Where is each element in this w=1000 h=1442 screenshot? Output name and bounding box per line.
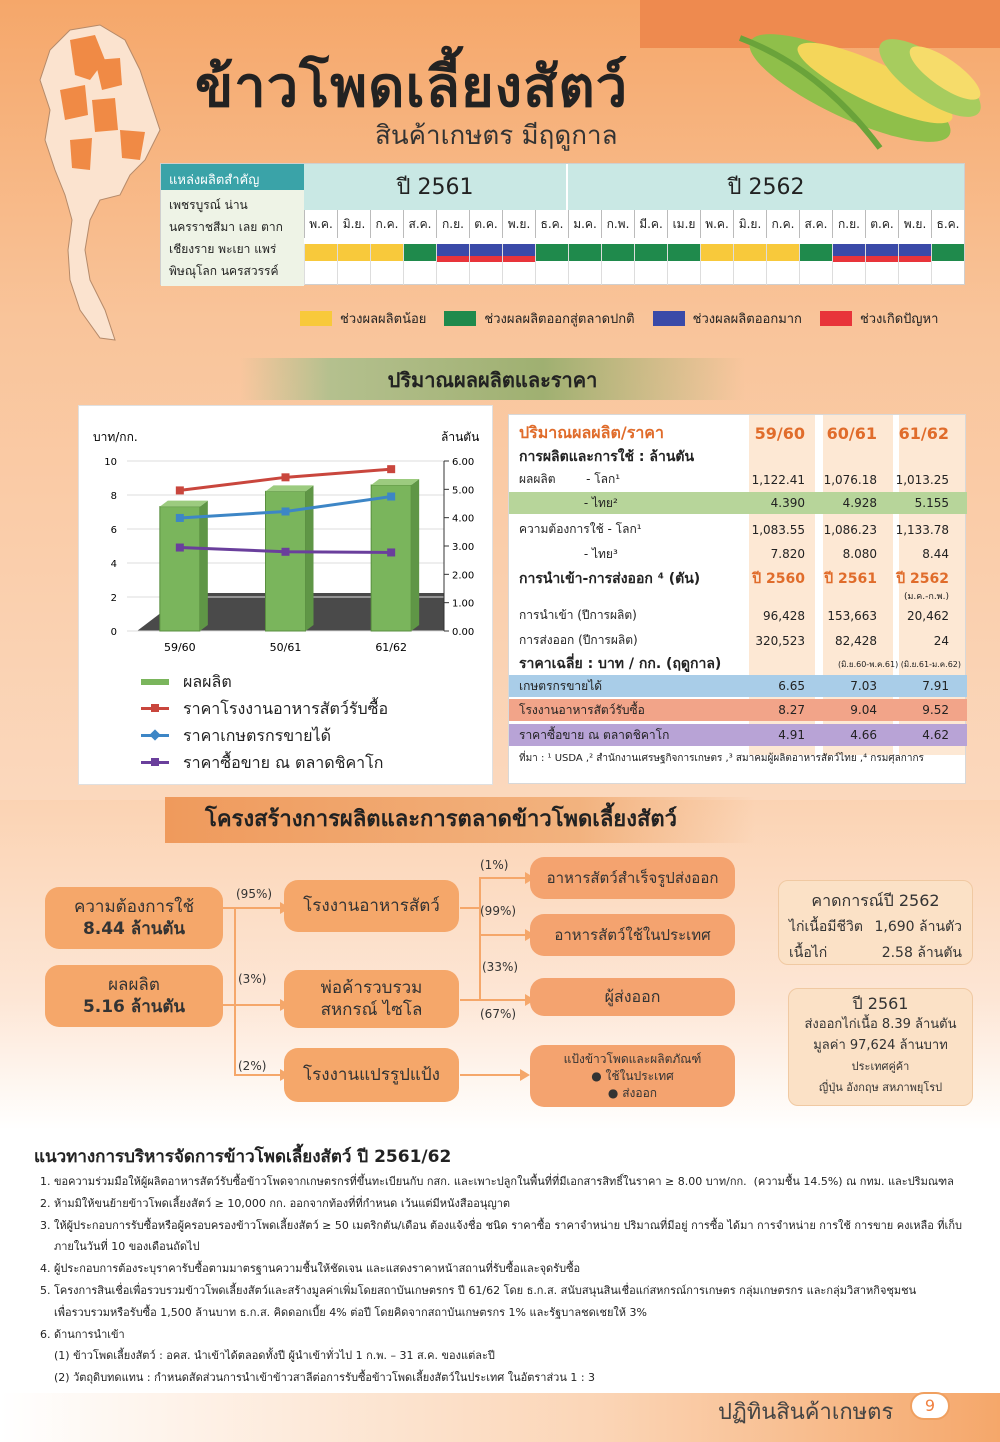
- right-tick-label: 1.00: [452, 598, 475, 610]
- corn-icon: [700, 18, 990, 168]
- x-tick-label: 59/60: [163, 641, 196, 654]
- data-point: [387, 493, 395, 501]
- month-cell: ธ.ค.: [535, 210, 568, 238]
- calendar-cell: [667, 261, 700, 285]
- guideline-item: (1) ข้าวโพดเลี้ยงสัตว์ : อคส. นำเข้าได้ตลอดทั้งปี ผู้นำเข้าทั่วไป 1 ก.พ. – 31 ส.ค. ของแต่ละปี: [40, 1349, 495, 1363]
- calendar-cell: [832, 261, 865, 285]
- guidelines-list: [40, 1171, 980, 1389]
- data-point: [176, 514, 184, 522]
- pct-label: (3%): [238, 972, 267, 986]
- calendar-cell: [568, 261, 601, 285]
- page-title: ข้าวโพดเลี้ยงสัตว์: [195, 55, 629, 120]
- month-cell: พ.ค.: [700, 210, 733, 238]
- month-cell: ธ.ค.: [931, 210, 964, 238]
- calendar-cell: [436, 261, 469, 285]
- guideline-item: 3. ให้ผู้ประกอบการรับซื้อหรือผู้ครอบครองข้าวโพดเลี้ยงสัตว์ ≥ 50 เมตริกตัน/เดือน ต้องแจ้งชื่อ ชนิด ราคาซื้อ ราคาจำหน่าย ปริมาณที่มีอยู่ การซื้อ ได้มา การจำหน่าย การใช้ การขาย คงเหลือ ที่เก็บ: [40, 1218, 962, 1232]
- guidelines-title: แนวทางการบริหารจัดการข้าวโพดเลี้ยงสัตว์ ปี 2561/62: [34, 1147, 452, 1167]
- source-line: เชียงราย พะเยา แพร่: [169, 242, 277, 256]
- table-row: ผลผลิต - โลก¹ 1,122.41 1,076.18 1,013.25: [519, 472, 949, 487]
- legend-line-icon: [141, 761, 169, 764]
- bar: [160, 507, 200, 631]
- table-row: เกษตรกรขายได้ 6.65 7.03 7.91: [509, 675, 967, 697]
- left-tick-label: 6: [110, 525, 117, 536]
- year-2561: ปี 2561: [304, 164, 568, 210]
- calendar-cell: [865, 261, 898, 285]
- table-header: ปริมาณผลผลิต/ราคา 59/60 60/61 61/62: [519, 422, 949, 443]
- production-price-chart: [78, 405, 493, 785]
- table-source: ที่มา : ¹ USDA ,² สำนักงานเศรษฐกิจการเกษตร ,³ สมาคมผู้ผลิตอาหารสัตว์ไทย ,⁴ กรมศุลกากร: [519, 752, 924, 764]
- production-price-table: [508, 414, 966, 784]
- x-tick-label: 50/61: [269, 641, 302, 654]
- data-point: [387, 465, 395, 473]
- demand-box: ความต้องการใช้ 8.44 ล้านตัน: [45, 887, 223, 949]
- pct-label: (2%): [238, 1059, 267, 1073]
- table-row: ความต้องการใช้ - โลก¹ 1,083.55 1,086.23 1,133.78: [519, 522, 949, 537]
- month-cell: มิ.ย.: [733, 210, 766, 238]
- month-cell: ส.ค.: [799, 210, 832, 238]
- calendar-cell: [403, 261, 436, 285]
- chart-legend-item: ราคาโรงงานอาหารสัตว์รับซื้อ: [141, 695, 388, 722]
- export-feed-box: อาหารสัตว์สำเร็จรูปส่งออก: [530, 857, 735, 899]
- trader-box: พ่อค้ารวบรวม สหกรณ์ ไซโล: [284, 970, 459, 1028]
- guideline-item: เพื่อรวบรวมหรือรับซื้อ 1,500 ล้านบาท ธ.ก.ส. คิดดอกเบี้ย 4% ต่อปี โดยคิดจากสถาบันเกษตรกร 1% และรัฐบาลชดเชยให้ 3%: [40, 1305, 647, 1319]
- calendar-cell: [700, 261, 733, 285]
- guideline-item: 4. ผู้ประกอบการต้องระบุราคารับซื้อตามมาตรฐานความชื้นให้ชัดเจน และแสดงราคาหน้าสถานที่รับซื้อและจุดรับซื้อ: [40, 1262, 581, 1276]
- source-line: นครราชสีมา เลย ตาก: [169, 220, 283, 234]
- calendar-cell: [337, 261, 370, 285]
- month-cell: ก.ค.: [766, 210, 799, 238]
- table-row: โรงงานอาหารสัตว์รับซื้อ 8.27 9.04 9.52: [509, 699, 967, 721]
- source-header: แหล่งผลิตสำคัญ: [161, 164, 304, 190]
- month-cell: มี.ค.: [634, 210, 667, 238]
- table-row: ราคาซื้อขาย ณ ตลาดชิคาโก 4.91 4.66 4.62: [509, 724, 967, 746]
- right-tick-label: 0.00: [452, 627, 475, 638]
- legend-item: ช่วงผลผลิตออกมาก: [653, 308, 802, 329]
- section-title-structure: โครงสร้างการผลิตและการตลาดข้าวโพดเลี้ยงสัตว์: [165, 797, 755, 843]
- guideline-item: ภายในวันที่ 10 ของเดือนถัดไป: [40, 1240, 200, 1254]
- legend-swatch: [653, 311, 685, 326]
- source-line: เพชรบูรณ์ น่าน: [169, 198, 248, 212]
- section-title-production: ปริมาณผลผลิตและราคา: [240, 358, 745, 400]
- month-cell: มิ.ย.: [337, 210, 370, 238]
- table-row: - ไทย³ 7.820 8.080 8.44: [519, 546, 949, 561]
- right-axis-label: ล้านตัน: [441, 430, 480, 444]
- calendar-cell: [502, 261, 535, 285]
- domestic-feed-box: อาหารสัตว์ใช้ในประเทศ: [530, 914, 735, 956]
- guideline-item: 1. ขอความร่วมมือให้ผู้ผลิตอาหารสัตว์รับซื้อข้าวโพดจากเกษตรกรที่ขึ้นทะเบียนกับ กสก. และเพาะปลูกในพื้นที่ที่มีเอกสารสิทธิ์ในราคา ≥ 8.00 บาท/กก. (ความชื้น 14.5%) ณ กทม. และปริมณฑล: [40, 1175, 954, 1188]
- data-point: [282, 507, 290, 515]
- calendar-cell: [766, 261, 799, 285]
- x-tick-label: 61/62: [375, 641, 408, 654]
- footer-title: ปฏิทินสินค้าเกษตร: [718, 1400, 894, 1425]
- data-point: [176, 544, 184, 552]
- left-tick-label: 8: [110, 491, 117, 502]
- pct-label: (95%): [236, 887, 273, 901]
- legend-line-icon: [141, 734, 169, 737]
- chart-legend: [141, 668, 388, 776]
- calendar-grid: [304, 261, 964, 285]
- right-tick-label: 4.00: [452, 513, 475, 525]
- forecast-box: คาดการณ์ปี 2562 ไก่เนื้อมีชีวิต 1,690 ล้านตัว เนื้อไก่ 2.58 ล้านตัน: [778, 880, 973, 965]
- page-subtitle: สินค้าเกษตร มีฤดูกาล: [375, 121, 618, 151]
- production-box: ผลผลิต 5.16 ล้านตัน: [45, 965, 223, 1027]
- month-cell: ม.ค.: [568, 210, 601, 238]
- legend-swatch: [820, 311, 852, 326]
- data-point: [282, 473, 290, 481]
- calendar-cell: [535, 261, 568, 285]
- month-cell: ส.ค.: [403, 210, 436, 238]
- bar-side: [200, 501, 208, 631]
- pct-label: (33%): [482, 960, 519, 974]
- legend-item: ช่วงเกิดปัญหา: [820, 308, 938, 329]
- thailand-map-icon: [30, 20, 170, 350]
- month-cell: ต.ค.: [469, 210, 502, 238]
- chart-legend-item: ผลผลิต: [141, 668, 388, 695]
- right-tick-label: 5.00: [452, 485, 475, 497]
- calendar-cell: [304, 261, 337, 285]
- pct-label: (67%): [480, 1007, 517, 1021]
- left-tick-label: 10: [104, 457, 117, 468]
- calendar-cell: [370, 261, 403, 285]
- starch-product-box: แป้งข้าวโพดและผลิตภัณฑ์ ● ใช้ในประเทศ ● ส่งออก: [530, 1045, 735, 1107]
- chart-legend-item: ราคาซื้อขาย ณ ตลาดชิคาโก: [141, 749, 388, 776]
- pct-label: (99%): [480, 904, 517, 918]
- right-tick-label: 3.00: [452, 542, 475, 553]
- bar: [371, 485, 411, 631]
- month-row: [304, 210, 964, 238]
- year-2561-export-box: ปี 2561 ส่งออกไก่เนื้อ 8.39 ล้านตัน มูลค่า 97,624 ล้านบาท ประเทศคู่ค้า ญี่ปุ่น อังกฤษ สหภาพยุโรป: [788, 988, 973, 1106]
- calendar-cell: [898, 261, 931, 285]
- month-cell: ก.พ.: [601, 210, 634, 238]
- bar-top: [266, 485, 314, 491]
- legend-bar-icon: [141, 679, 169, 685]
- crop-calendar: [160, 163, 965, 285]
- month-cell: ก.ย.: [832, 210, 865, 238]
- legend-swatch: [444, 311, 476, 326]
- right-tick-label: 2.00: [452, 570, 475, 582]
- guideline-item: 6. ด้านการนำเข้า: [40, 1327, 125, 1341]
- legend-item: ช่วงผลผลิตออกสู่ตลาดปกติ: [444, 308, 634, 329]
- month-cell: ก.ค.: [370, 210, 403, 238]
- right-tick-label: 6.00: [452, 457, 475, 468]
- bar-side: [411, 479, 419, 631]
- left-tick-label: 0: [110, 627, 117, 638]
- table-row: การนำเข้า (ปีการผลิต) 96,428 153,663 20,462: [519, 608, 949, 623]
- exporter-box: ผู้ส่งออก: [530, 978, 735, 1016]
- guideline-item: 5. โครงการสินเชื่อเพื่อรวบรวมข้าวโพดเลี้ยงสัตว์และสร้างมูลค่าเพิ่มโดยสถาบันเกษตรกร ปี 61/62 โดย ธ.ก.ส. สนับสนุนสินเชื่อแก่สหกรณ์การเกษตร กลุ่มเกษตรกร และกลุ่มวิสาหกิจชุมชน: [40, 1283, 917, 1297]
- pct-label: (1%): [480, 858, 509, 872]
- data-point: [176, 486, 184, 494]
- month-cell: เม.ย: [667, 210, 700, 238]
- table-section: ราคาเฉลี่ย : บาท / กก. (ฤดูกาล) (มิ.ย.60-พ.ค.61) (มิ.ย.61-ม.ค.62): [519, 656, 961, 672]
- calendar-cell: [799, 261, 832, 285]
- legend-line-icon: [141, 707, 169, 710]
- calendar-cell: [601, 261, 634, 285]
- flow-line: [460, 935, 480, 1000]
- legend-item: ช่วงผลผลิตน้อย: [300, 308, 426, 329]
- month-cell: พ.ค.: [304, 210, 337, 238]
- table-row: - ไทย² 4.390 4.928 5.155: [509, 492, 967, 514]
- year-2562: ปี 2562: [568, 164, 964, 210]
- source-list: [161, 190, 304, 286]
- guideline-item: 2. ห้ามมิให้ขนย้ายข้าวโพดเลี้ยงสัตว์ ≥ 10,000 กก. ออกจากท้องที่ที่กำหนด เว้นแต่มีหนังสืออนุญาต: [40, 1196, 511, 1210]
- month-cell: พ.ย.: [502, 210, 535, 238]
- left-tick-label: 4: [110, 559, 117, 570]
- data-point: [282, 548, 290, 556]
- page-number: 9: [910, 1392, 950, 1420]
- calendar-cell: [733, 261, 766, 285]
- left-tick-label: 2: [110, 593, 117, 604]
- table-section: การผลิตและการใช้ : ล้านตัน: [519, 449, 695, 465]
- month-cell: ก.ย.: [436, 210, 469, 238]
- calendar-cell: [469, 261, 502, 285]
- chart-svg: [79, 406, 494, 666]
- table-row: การส่งออก (ปีการผลิต) 320,523 82,428 24: [519, 633, 949, 648]
- data-point: [387, 548, 395, 556]
- calendar-cell: [634, 261, 667, 285]
- bar-top: [160, 501, 208, 507]
- starch-mill-box: โรงงานแปรรูปแป้ง: [284, 1048, 459, 1102]
- month-cell: พ.ย.: [898, 210, 931, 238]
- source-line: พิษณุโลก นครสวรรค์: [169, 264, 279, 278]
- table-section: การนำเข้า-การส่งออก ⁴ (ตัน) ปี 2560 ปี 2561 ปี 2562: [519, 571, 949, 587]
- table-note: (ม.ค.-ก.พ.): [903, 592, 949, 602]
- guideline-item: (2) วัตถุดิบทดแทน : กำหนดสัดส่วนการนำเข้าข้าวสาลีต่อการรับซื้อข้าวโพดเลี้ยงสัตว์ในประเทศ ในอัตราส่วน 1 : 3: [40, 1371, 596, 1385]
- chart-legend-item: ราคาเกษตรกรขายได้: [141, 722, 388, 749]
- feed-mill-box: โรงงานอาหารสัตว์: [284, 880, 459, 932]
- calendar-legend: [300, 308, 938, 329]
- bar-top: [371, 479, 419, 485]
- month-cell: ต.ค.: [865, 210, 898, 238]
- legend-swatch: [300, 311, 332, 326]
- calendar-cell: [931, 261, 964, 285]
- left-axis-label: บาท/กก.: [93, 430, 138, 444]
